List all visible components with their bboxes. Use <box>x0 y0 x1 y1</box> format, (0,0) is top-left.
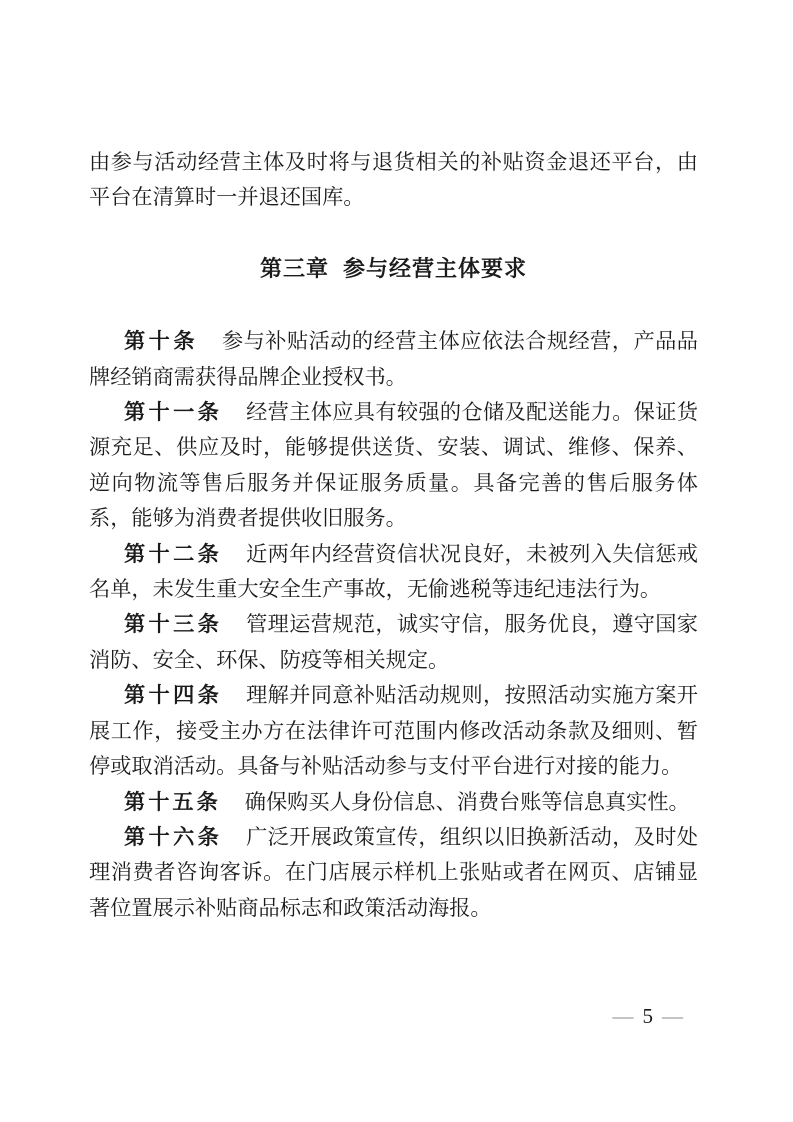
chapter-title: 参与经营主体要求 <box>343 255 528 281</box>
article-text: 广泛开展政策宣传，组织以旧换新活动，及时处理消费者咨询客诉。在门店展示样机上张贴或者在网页、店铺显著位置展示补贴商品标志和政策活动海报。 <box>89 824 698 920</box>
article-text: 近两年内经营资信状况良好，未被列入失信惩戒名单，未发生重大安全生产事故，无偷逃税等违纪违法行为。 <box>89 541 698 602</box>
article-number: 第十一条 <box>124 400 223 425</box>
page-footer <box>613 1004 684 1028</box>
article-number: 第十三条 <box>124 612 223 637</box>
article-number: 第十条 <box>124 329 198 354</box>
footer-dash-left: — <box>612 1004 634 1028</box>
page-number: 5 <box>642 1004 653 1028</box>
footer-dash-right: — <box>662 1004 683 1028</box>
article-paragraph <box>89 678 698 784</box>
chapter-heading <box>89 251 698 286</box>
article-text: 经营主体应具有较强的仓储及配送能力。保证货源充足、供应及时，能够提供送货、安装、调试、维修、保养、逆向物流等售后服务并保证服务质量。具备完善的售后服务体系，能够为消费者提供收旧服务。 <box>89 400 698 531</box>
chapter-number: 第三章 <box>259 255 329 281</box>
document-body <box>89 145 698 926</box>
articles-container <box>89 324 698 926</box>
article-paragraph <box>89 820 698 926</box>
article-number: 第十二条 <box>124 541 223 566</box>
article-number: 第十六条 <box>124 824 223 849</box>
article-paragraph <box>89 785 698 820</box>
article-paragraph <box>89 395 698 537</box>
article-text: 参与补贴活动的经营主体应依法合规经营，产品品牌经销商需获得品牌企业授权书。 <box>89 329 698 389</box>
article-paragraph <box>89 537 698 608</box>
continuation-paragraph: 由参与活动经营主体及时将与退货相关的补贴资金退还平台，由平台在清算时一并退还国库。 <box>89 150 698 210</box>
article-number: 第十五条 <box>124 789 221 814</box>
article-paragraph <box>89 324 698 395</box>
article-paragraph <box>89 607 698 678</box>
article-number: 第十四条 <box>124 683 223 708</box>
article-text: 确保购买人身份信息、消费台账等信息真实性。 <box>244 789 690 814</box>
article-text: 理解并同意补贴活动规则，按照活动实施方案开展工作，接受主办方在法律许可范围内修改活动条款及细则、暂停或取消活动。具备与补贴活动参与支付平台进行对接的能力。 <box>89 683 698 779</box>
article-text: 管理运营规范，诚实守信，服务优良，遵守国家消防、安全、环保、防疫等相关规定。 <box>89 612 698 672</box>
